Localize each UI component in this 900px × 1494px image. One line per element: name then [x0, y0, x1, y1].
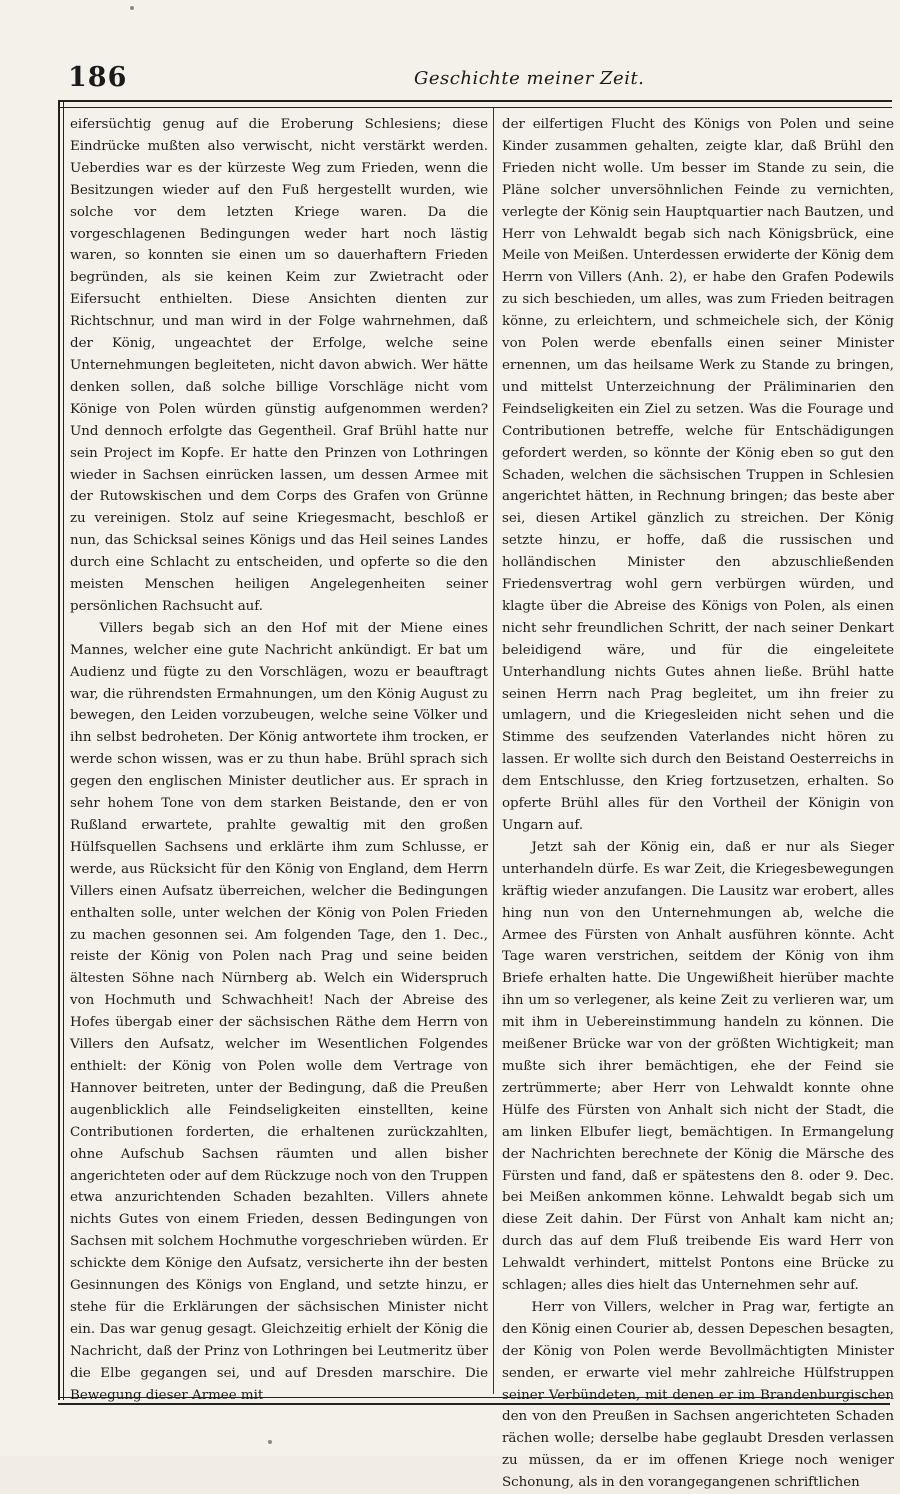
right-paragraph-3: Herr von Villers, welcher in Prag war, fertigte an den König einen Courier ab, dessen Depeschen besagten, der König von Polen werde Bevollmächtigten Minister senden, er erwarte viel mehr zahlreiche Hülfstruppen seiner Verbündeten, mit denen er im Brandenburgischen den von den Preußen in Sachsen angerichteten Schaden rächen wolle; derselbe habe geglaubt Dresden verlassen zu müssen, da er im offenen Kriege noch weniger Schonung, als in den vorangegangenen schriftlichen [502, 1299, 894, 1491]
left-frame-rule [58, 100, 64, 1400]
right-paragraph-1: der eilfertigen Flucht des Königs von Polen und seine Kinder zusammen gehalten, zeigte klar, daß Brühl den Frieden nicht wolle. Um besser im Stande zu sein, die Pläne solcher unversöhnlichen Feinde zu vernichten, verlegte der König sein Hauptquartier nach Bautzen, und Herr von Lehwaldt begab sich nach Königsbrück, eine Meile von Meißen. Unterdessen erwiderte der König dem Herrn von Villers (Anh. 2), er habe den Grafen Podewils zu sich beschieden, um alles, was zum Frieden beitragen könne, zu erleichtern, und schmeichele sich, der König von Polen werde ebenfalls einen seiner Minister ernennen, um das heilsame Werk zu Stande zu bringen, und mittelst Unterzeichnung der Präliminarien den Feindseligkeiten ein Ziel zu setzen. Was die Fourage und Contributionen betreffe, welche für Entschädigungen gefordert werden, so könnte der König eben so gut den Schaden, welchen die sächsischen Truppen in Schlesien angerichtet hätten, in Rechnung bringen; das beste aber sei, diesen Artikel gänzlich zu streichen. Der König setzte hinzu, er hoffe, daß die russischen und holländischen Minister den abzuschließenden Friedensvertrag wohl gern verbürgen würden, und klagte über die Abreise des Königs von Polen, als einen nicht sehr freundlichen Schritt, der nach seiner Denkart beleidigend wäre, und für die eingeleitete Unterhandlung nichts Gutes ahnen ließe. Brühl hatte seinen Herrn nach Prag begleitet, um ihn freier zu umlagern, und die Kriegesleiden nicht sehen und die Stimme des seufzenden Vaterlandes nicht hören zu lassen. Er wollte sich durch den Beistand Oesterreichs in dem Entschlusse, den Krieg fortzusetzen, erhalten. So opferte Brühl alles für den Vortheil der Königin von Ungarn auf. [502, 117, 894, 833]
column-divider [493, 108, 494, 1394]
ink-speck [130, 6, 134, 10]
ink-speck [268, 1440, 272, 1444]
page-header [62, 52, 892, 100]
page-number: 186 [68, 62, 128, 93]
right-column [502, 114, 894, 1491]
running-title: Geschichte meiner Zeit. [414, 68, 645, 89]
left-paragraph-2: Villers begab sich an den Hof mit der Miene eines Mannes, welcher eine gute Nachricht ankündigt. Er bat um Audienz und fügte zu den Vorschlägen, wozu er beauftragt war, die rührendsten Ermahnungen, um den König August zu bewegen, den Leiden vorzubeugen, welche seine Völker und ihn selbst bedroheten. Der König antwortete ihm trocken, er werde schon wissen, was er zu thun habe. Brühl sprach sich gegen den englischen Minister deutlicher aus. Er sprach in sehr hohem Tone von dem starken Beistande, den er von Rußland erwartete, prahlte gewaltig mit den großen Hülfsquellen Sachsens und erklärte ihm zum Schlusse, er werde, aus Rücksicht für den König von England, dem Herrn Villers einen Aufsatz überreichen, welcher die Bedingungen enthalten solle, unter welchen der König von Polen Frieden zu machen gesonnen sei. Am folgenden Tage, den 1. Dec., reiste der König von Polen nach Prag und seine beiden ältesten Söhne nach Nürnberg ab. Welch ein Widerspruch von Hochmuth und Schwachheit! Nach der Abreise des Hofes übergab einer der sächsischen Räthe dem Herrn von Villers den Aufsatz, welcher im Wesentlichen Folgendes enthielt: der König von Polen wolle dem Vertrage von Hannover beitreten, unter der Bedingung, daß die Preußen augenblicklich alle Feindseligkeiten einstellten, keine Contributionen forderten, die erhaltenen zurückzahlten, ohne Aufschub Sachsen räumten und allen bisher angerichteten oder auf dem Rückzuge noch von den Truppen etwa anzurichtenden Schaden bezahlten. Villers ahnete nichts Gutes von einem Frieden, dessen Bedingungen von Sachsen mit solchem Hochmuthe vorgeschrieben würden. Er schickte dem Könige den Aufsatz, versicherte ihn der besten Gesinnungen des Königs von England, und setzte hinzu, er stehe für die Erklärungen der sächsischen Minister nicht ein. Das war genug gesagt. Gleichzeitig erhielt der König die Nachricht, daß der Prinz von Lothringen bei Leutmeritz über die Elbe gegangen sei, und auf Dresden marschire. Die Bewegung dieser Armee mit [70, 620, 488, 1403]
right-paragraph-2: Jetzt sah der König ein, daß er nur als Sieger unterhandeln dürfe. Es war Zeit, die Kriegesbewegungen kräftig wieder anzufangen. Die Lausitz war erobert, alles hing nun von den Unternehmungen ab, welche die Armee des Fürsten von Anhalt ausführen könnte. Acht Tage waren verstrichen, seitdem der König von ihm Briefe erhalten hatte. Die Ungewißheit hierüber machte ihn um so verlegener, als keine Zeit zu verlieren war, um mit ihm in Uebereinstimmung handeln zu können. Die meißener Brücke war von der größten Wichtigkeit; man mußte sich ihrer bemächtigen, ehe der Feind sie zertrümmerte; aber Herr von Lehwaldt konnte ohne Hülfe des Fürsten von Anhalt sich nicht der Stadt, die am linken Elbufer liegt, bemächtigen. In Ermangelung der Nachrichten berechnete der König die Märsche des Fürsten und fand, daß er spätestens den 8. oder 9. Dec. bei Meißen ankommen könne. Lehwaldt begab sich um diese Zeit dahin. Der Fürst von Anhalt kam nicht an; durch das auf dem Fluß treibende Eis ward Herr von Lehwaldt verhindert, mittelst Pontons eine Brücke zu schlagen; alles dies hielt das Unternehmen sehr auf. [502, 839, 894, 1294]
left-paragraph-1: eifersüchtig genug auf die Eroberung Schlesiens; diese Eindrücke mußten also verwischt, nicht verstärkt werden. Ueberdies war es der kürzeste Weg zum Frieden, wenn die Besitzungen wieder auf den Fuß hergestellt wurden, wie solche vor dem letzten Kriege waren. Da die vorgeschlagenen Bedingungen weder hart noch lästig waren, so konnten sie einen um so dauerhaftern Frieden begründen, als sie keinen Keim zur Zwietracht oder Eifersucht enthielten. Diese Ansichten dienten zur Richtschnur, und man wird in der Folge wahrnehmen, daß der König, ungeachtet der Erfolge, welche seine Unternehmungen begleiteten, nicht davon abwich. Wer hätte denken sollen, daß solche billige Vorschläge nicht vom Könige von Polen würden günstig aufgenommen werden? Und dennoch erfolgte das Gegentheil. Graf Brühl hatte nur sein Project im Kopfe. Er hatte den Prinzen von Lothringen wieder in Sachsen einrücken lassen, um dessen Armee mit der Rutowskischen und dem Corps des Grafen von Grünne zu vereinigen. Stolz auf seine Kriegesmacht, beschloß er nun, das Schicksal seines Königs und das Heil seines Landes durch eine Schlacht zu entscheiden, und opferte so die den meisten Menschen heiligen Angelegenheiten seiner persönlichen Rachsucht auf. [70, 117, 488, 614]
header-rule [58, 100, 892, 108]
left-column [70, 114, 488, 1403]
